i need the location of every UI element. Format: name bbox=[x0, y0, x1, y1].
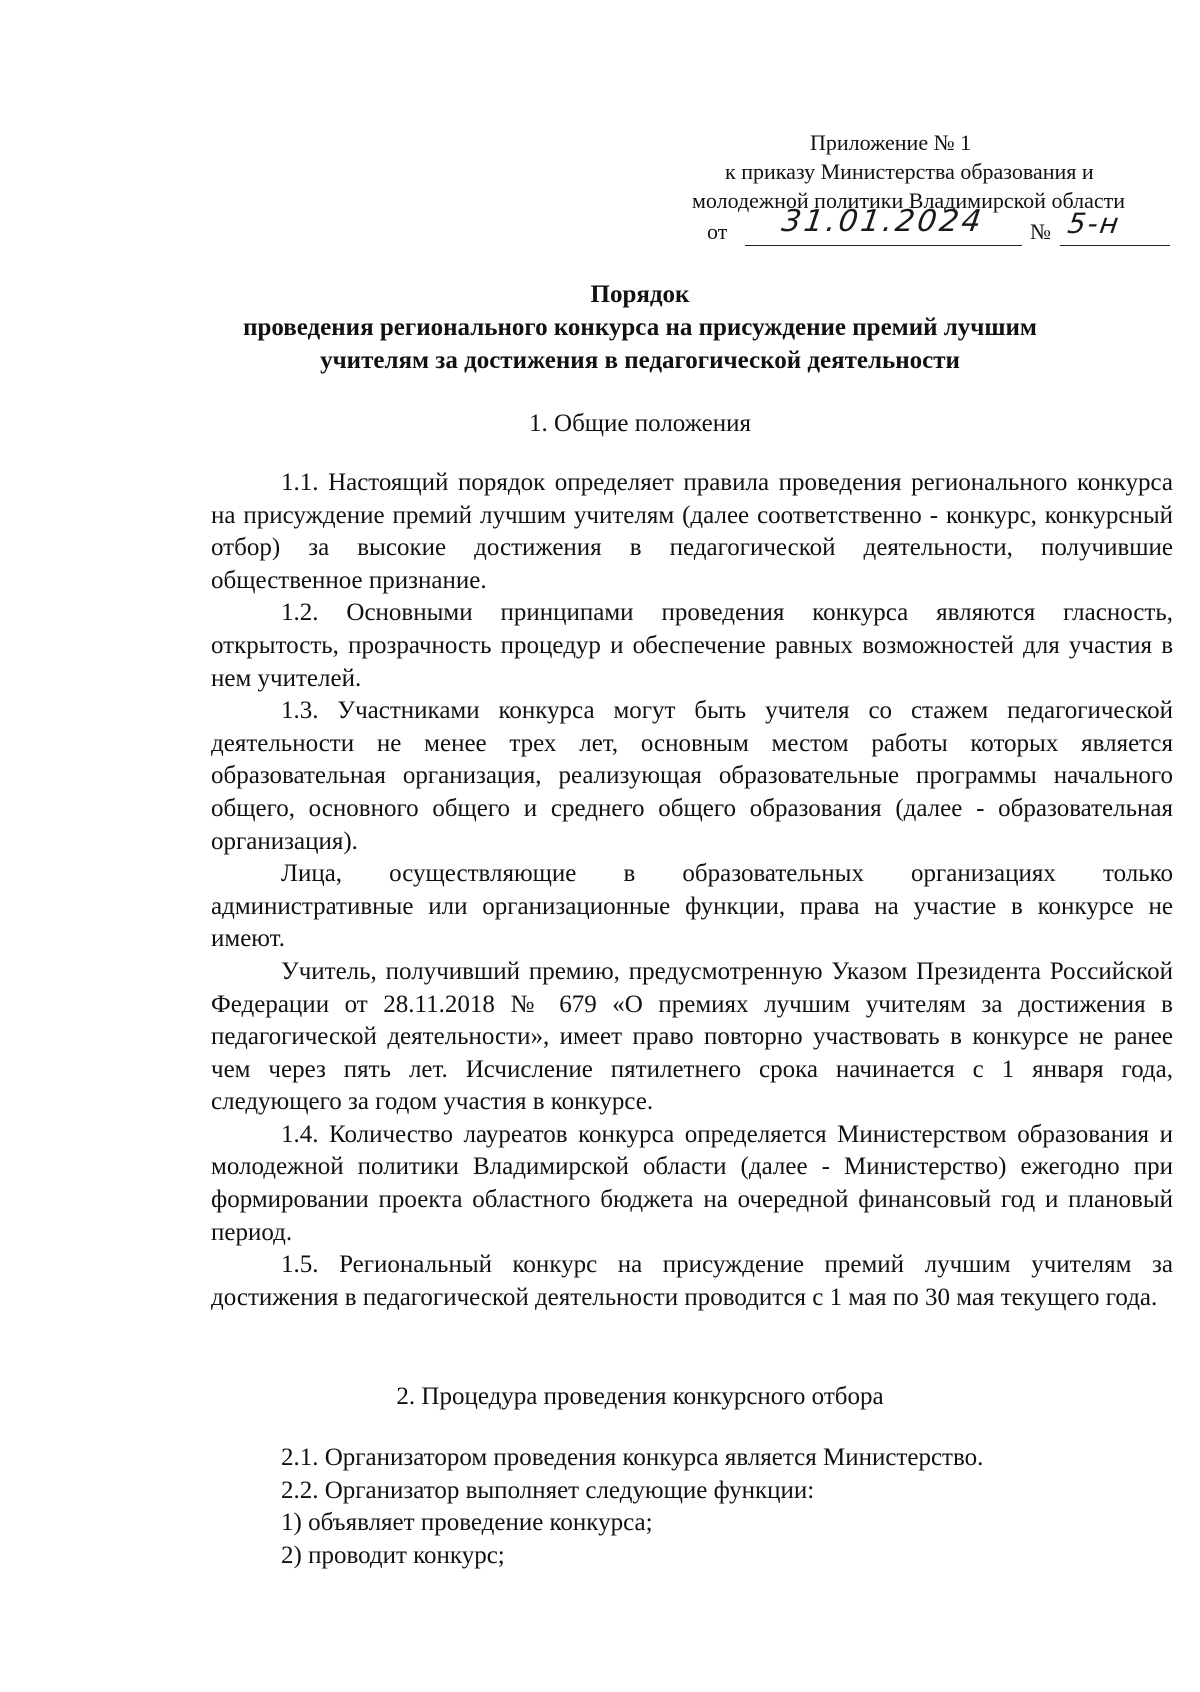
paragraph-1-3: 1.3. Участниками конкурса могут быть учителя со стажем педагогической деятельности не менее трех лет, основным местом работы которых является образовательная организация, реализующая образовательные программы начального общего, основного общего и среднего общего образования (далее - образовательная организация). bbox=[211, 697, 1173, 855]
appendix-ministry-line: молодежной политики Владимирской области bbox=[692, 188, 1125, 213]
number-field bbox=[1060, 207, 1170, 246]
appendix-title: Приложение № 1 bbox=[810, 130, 972, 155]
paragraph-2-1: 2.1. Организатором проведения конкурса является Министерство. bbox=[281, 1444, 984, 1471]
date-prefix: от bbox=[707, 219, 728, 244]
handwritten-date: 31.01.2024 bbox=[779, 204, 987, 239]
paragraph-1-3-teacher: Учитель, получивший премию, предусмотренную Указом Президента Российской Федерации от 28.11.2018 № 679 «О премиях лучшим учителям за достижения в педагогической деятельности», имеет право повторно участвовать в конкурсе не ранее чем через пять лет. Исчисление пятилетнего срока начинается с 1 января года, следующего за годом участия в конкурсе. bbox=[211, 957, 1173, 1116]
title-line-3: учителям за достижения в педагогической деятельности bbox=[320, 347, 960, 374]
list-item-2: 2) проводит конкурс; bbox=[281, 1541, 505, 1569]
section-2-body bbox=[211, 1442, 1173, 1572]
paragraph-2-2: 2.2. Организатор выполняет следующие функции: bbox=[281, 1476, 815, 1504]
document-title bbox=[210, 278, 1070, 377]
title-line-2: проведения регионального конкурса на присуждение премий лучшим bbox=[243, 314, 1037, 341]
list-item-1: 1) объявляет проведение конкурса; bbox=[281, 1509, 653, 1537]
section-2-heading: 2. Процедура проведения конкурсного отбора bbox=[396, 1383, 884, 1410]
handwritten-number: 5-н bbox=[1065, 207, 1123, 240]
title-line-1: Порядок bbox=[590, 281, 690, 308]
paragraph-1-5: 1.5. Региональный конкурс на присуждение премий лучшим учителям за достижения в педагогической деятельности проводится с 1 мая по 30 мая текущего года. bbox=[211, 1251, 1173, 1311]
appendix-block bbox=[660, 128, 1180, 247]
date-field bbox=[745, 204, 1022, 246]
paragraph-1-4: 1.4. Количество лауреатов конкурса определяется Министерством образования и молодежной политики Владимирской области (далее - Министерство) ежегодно при формировании проекта областного бюджета на очередной финансовый год и плановый период. bbox=[211, 1120, 1173, 1246]
appendix-date-number-row bbox=[660, 204, 1180, 247]
paragraph-1-2: 1.2. Основными принципами проведения конкурса являются гласность, открытость, прозрачность процедур и обеспечение равных возможностей для участия в нем учителей. bbox=[211, 599, 1173, 692]
section-1-heading: 1. Общие положения bbox=[529, 410, 751, 437]
paragraph-1-1: 1.1. Настоящий порядок определяет правила проведения регионального конкурса на присуждение премий лучшим учителям (далее соответственно - конкурс, конкурсный отбор) за высокие достижения в педагогической деятельности, получившие общественное признание. bbox=[211, 469, 1173, 594]
paragraph-1-3-persons: Лица, осуществляющие в образовательных организациях только административные или организационные функции, права на участие в конкурсе не имеют. bbox=[211, 860, 1173, 953]
number-prefix: № bbox=[1030, 219, 1051, 244]
section-1-body bbox=[211, 467, 1173, 1314]
appendix-order-line: к приказу Министерства образования и bbox=[725, 159, 1094, 184]
